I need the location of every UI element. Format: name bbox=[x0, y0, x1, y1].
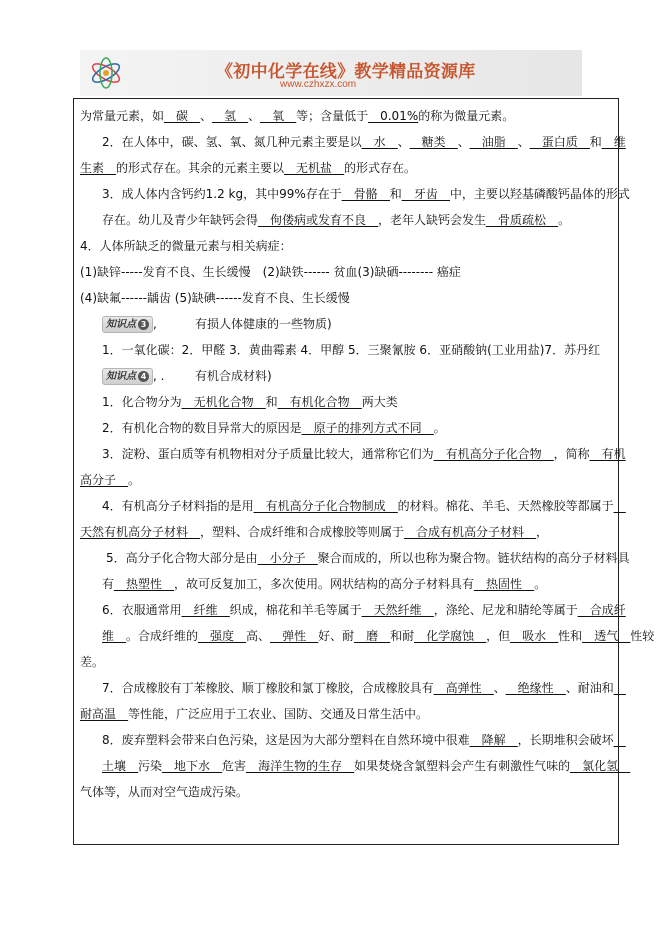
answer-blank: __高弹性__ bbox=[433, 681, 494, 695]
answer-blank: __降解__ bbox=[469, 733, 518, 747]
answer-blank: __小分子__ bbox=[257, 551, 318, 565]
text-line: 高分子__。 bbox=[80, 473, 141, 487]
answer-blank: __合成有机高分子材料__ bbox=[404, 525, 537, 539]
text-line: 1．化合物分为__无机化合物__和__有机化合物__两大类 bbox=[102, 395, 398, 409]
answer-blank: __有机 bbox=[589, 447, 626, 461]
answer-blank: __弹性__ bbox=[270, 629, 319, 643]
text-line: 7．合成橡胶有丁苯橡胶、顺丁橡胶和氯丁橡胶，合成橡胶具有__高弹性__、__绝缘性__、耐油和__ bbox=[102, 681, 626, 695]
knowledge-point-badge: 知识点 3 bbox=[102, 316, 153, 333]
answer-blank: __热塑性__ bbox=[114, 577, 175, 591]
answer-blank: __热固性__ bbox=[474, 577, 535, 591]
answer-blank: __油脂__ bbox=[469, 135, 518, 149]
answer-blank: __蛋白质__ bbox=[529, 135, 590, 149]
answer-blank: __有机高分子化合物__ bbox=[433, 447, 554, 461]
text-line: 3．淀粉、蛋白质等有机物相对分子质量比较大，通常称它们为__有机高分子化合物__，简称__有机 bbox=[102, 447, 626, 461]
answer-blank: __0.01% bbox=[368, 109, 419, 123]
answer-blank: 天然有机高分子材料__ bbox=[80, 525, 201, 539]
text-line: 土壤__污染__地下水__危害__海洋生物的生存__如果焚烧含氯塑料会产生有刺激性气味的__氯化氢__ bbox=[102, 759, 631, 773]
banner-title: 《初中化学在线》教学精品资源库 bbox=[216, 62, 476, 82]
answer-blank: __无机盐__ bbox=[284, 161, 345, 175]
answer-blank: __ bbox=[613, 733, 626, 747]
answer-blank: __无机化合物__ bbox=[181, 395, 266, 409]
answer-blank: __磨__ bbox=[354, 629, 391, 643]
text-line: 维__。合成纤维的__强度__高、__弹性__好、耐__磨__和耐__化学腐蚀__，但__吸水__性和__透气__性较 bbox=[102, 629, 655, 643]
answer-blank: __化学腐蚀__ bbox=[414, 629, 487, 643]
answer-blank: 高分子__ bbox=[80, 473, 129, 487]
answer-blank: __合成纤 bbox=[577, 603, 626, 617]
answer-blank: 土壤__ bbox=[102, 759, 139, 773]
answer-blank: __绝缘性__ bbox=[505, 681, 566, 695]
text-line: 5．高分子化合物大部分是由__小分子__聚合而成的，所以也称为聚合物。链状结构的高分子材料具 bbox=[106, 551, 630, 565]
answer-blank: 耐高温__ bbox=[80, 707, 129, 721]
text-line: 气体等，从而对空气造成污染。 bbox=[80, 785, 249, 799]
answer-blank: __纤维__ bbox=[181, 603, 230, 617]
text-line: 生素__的形式存在。其余的元素主要以__无机盐__的形式存在。 bbox=[80, 161, 417, 175]
text-line: 知识点 4 , . 有机合成材料) bbox=[80, 363, 614, 389]
text-line: 2．在人体中，碳、氢、氧、氮几种元素主要是以__水__、__糖类__、__油脂__、__蛋白质__和__维 bbox=[102, 135, 626, 149]
answer-blank: __吸水__ bbox=[510, 629, 559, 643]
atom-logo-icon bbox=[88, 54, 124, 92]
answer-blank: __氧__ bbox=[260, 109, 297, 123]
text-line: 知识点 3 , 有损人体健康的一些物质) bbox=[80, 311, 614, 337]
answer-blank: __水__ bbox=[361, 135, 398, 149]
answer-blank: 生素__ bbox=[80, 161, 117, 175]
answer-blank: __有机化合物__ bbox=[277, 395, 362, 409]
answer-blank: __牙齿__ bbox=[401, 187, 450, 201]
answer-blank: __骨质疏松__ bbox=[486, 213, 559, 227]
text-line: 4．有机高分子材料指的是用__有机高分子化合物制成__的材料。棉花、羊毛、天然橡胶等都属于__ bbox=[102, 499, 626, 513]
answer-blank: __天然纤维__ bbox=[361, 603, 434, 617]
answer-blank: __ bbox=[613, 499, 626, 513]
header-banner bbox=[80, 50, 582, 96]
text-line: 为常量元素，如__碳__、__氢__、__氧__等；含量低于__0.01%的称为微量元素。 bbox=[80, 109, 515, 123]
answer-blank: __糖类__ bbox=[409, 135, 458, 149]
answer-blank: __海洋生物的生存__ bbox=[246, 759, 355, 773]
text-line: 1．一氧化碳：2．甲醛 3．黄曲霉素 4．甲醇 5．三聚氰胺 6．亚硝酸钠(工业用盐)7．苏丹红 bbox=[102, 343, 601, 357]
answer-blank: __维 bbox=[601, 135, 626, 149]
text-line: 4．人体所缺乏的微量元素与相关病症： bbox=[80, 239, 292, 253]
answer-blank: __强度__ bbox=[198, 629, 247, 643]
answer-blank: __透气__ bbox=[582, 629, 631, 643]
answer-blank: __骨骼__ bbox=[341, 187, 390, 201]
content-box bbox=[73, 98, 655, 845]
text-line: (4)缺氟------龋齿 (5)缺碘------发育不良、生长缓慢 bbox=[80, 291, 350, 305]
text-line: 有__热塑性__，故可反复加工，多次使用。网状结构的高分子材料具有__热固性__。 bbox=[102, 577, 547, 591]
text-line: 耐高温__等性能，广泛应用于工农业、国防、交通及日常生活中。 bbox=[80, 707, 429, 721]
answer-blank: __氢__ bbox=[212, 109, 249, 123]
answer-blank: __氯化氢__ bbox=[570, 759, 631, 773]
text-line: 6．衣服通常用__纤维__织成，棉花和羊毛等属于__天然纤维__，涤纶、尼龙和腈纶等属于__合成纤 bbox=[102, 603, 626, 617]
answer-blank: __原子的排列方式不同__ bbox=[301, 421, 434, 435]
answer-blank: __佝偻病或发育不良__ bbox=[258, 213, 379, 227]
text-line: 8．废弃塑料会带来白色污染，这是因为大部分塑料在自然环境中很难__降解__，长期堆积会破坏__ bbox=[102, 733, 626, 747]
notes-body bbox=[80, 103, 655, 805]
banner-url: www.czhxzx.com bbox=[280, 79, 357, 90]
answer-blank: __碳__ bbox=[164, 109, 201, 123]
answer-blank: __地下水__ bbox=[162, 759, 223, 773]
answer-blank: __有机高分子化合物制成__ bbox=[253, 499, 398, 513]
text-line: 3．成人体内含钙约1.2 kg，其中99%存在于__骨骼__和__牙齿__中，主要以羟基磷酸钙晶体的形式 bbox=[102, 187, 630, 201]
answer-blank: 维__ bbox=[102, 629, 127, 643]
text-line: (1)缺锌-----发育不良、生长缓慢 (2)缺铁------ 贫血(3)缺硒-------- 癌症 bbox=[80, 265, 461, 279]
knowledge-point-badge: 知识点 4 bbox=[102, 368, 153, 385]
text-line: 差。 bbox=[80, 655, 105, 669]
answer-blank: __ bbox=[613, 681, 626, 695]
text-line: 天然有机高分子材料__，塑料、合成纤维和合成橡胶等则属于__合成有机高分子材料__， bbox=[80, 525, 549, 539]
text-line: 2．有机化合物的数目异常大的原因是__原子的排列方式不同__。 bbox=[102, 421, 446, 435]
text-line: 存在。幼儿及青少年缺钙会得__佝偻病或发育不良__，老年人缺钙会发生__骨质疏松__。 bbox=[102, 213, 571, 227]
